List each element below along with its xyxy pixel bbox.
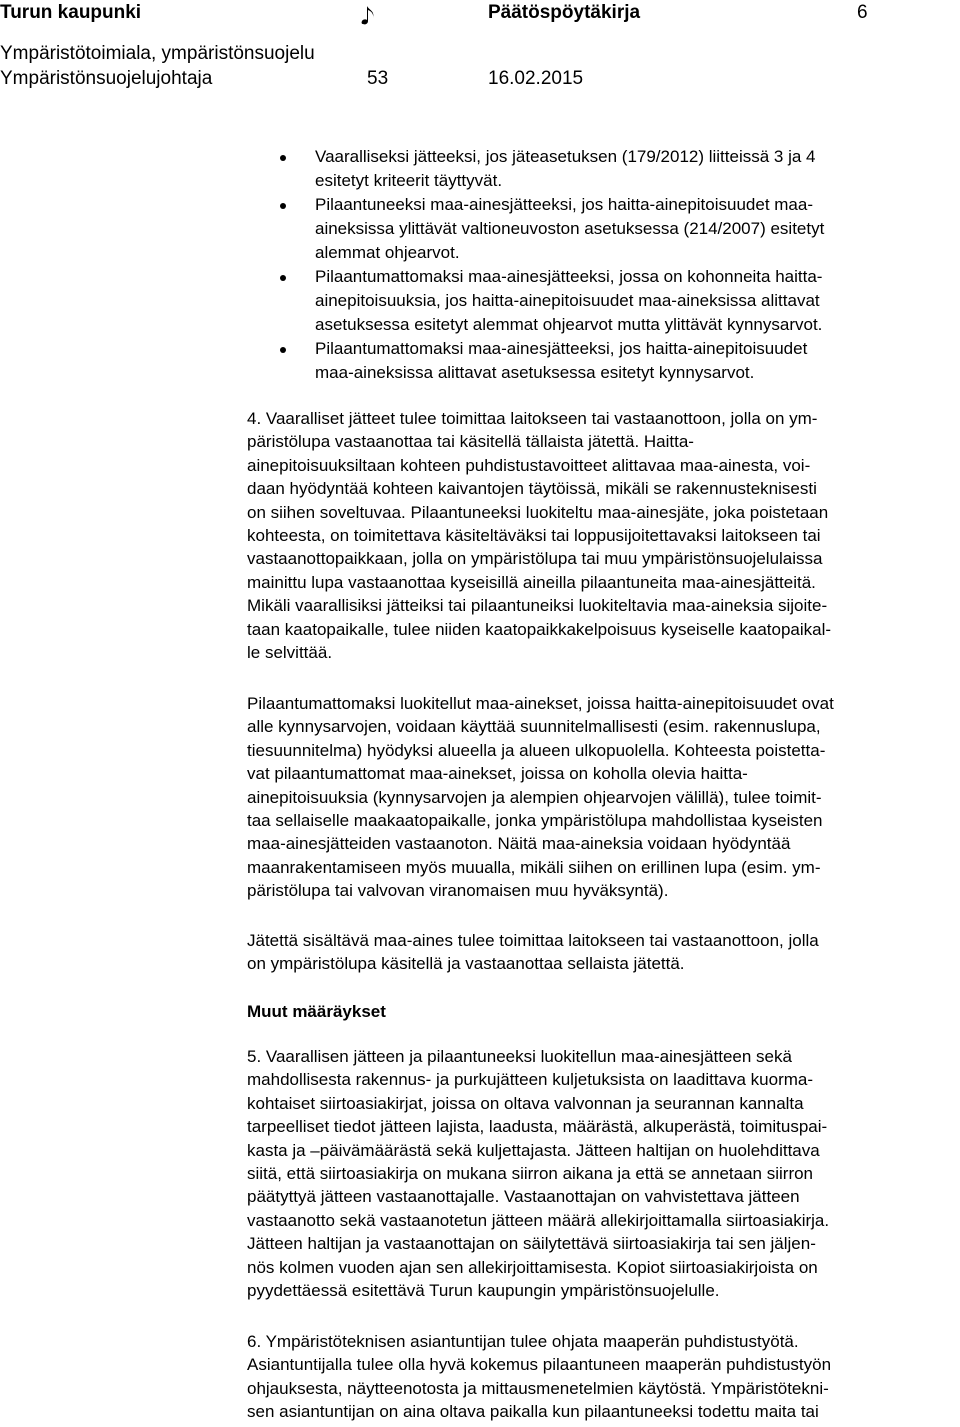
- speaker-icon: [359, 4, 379, 26]
- bullet-icon: [280, 155, 286, 161]
- paragraph-clean-soil: Pilaantumattomaksi luokitellut maa-ainekset, joissa haitta-ainepitoisuudet ovat alle kynnysarvojen, voidaan käyttää suunnitelmallisesti (esim. rakennuslupa, tiesuunnitelma) hyödyksi alueella ja alueen ulkopuolella. Kohteesta poistetta- vat pilaantumattomat maa-ainekset, joissa on koholla olevia haitta- ainepitoisuuksia (kynnysarvojen ja alempien ohjearvojen välillä), tulee toimit- taa sellaiselle maakaatopaikalle, jonka ympäristölupa mahdollistaa kyseisten maa-ainesjätteiden vastaanoton. Näitä maa-aineksia voidaan hyödyntää maanrakentamiseen myös muualla, mikäli siihen on erillinen lupa (esim. ym- päristölupa tai valvovan viranomaisen muu hyväksyntä).: [247, 694, 834, 901]
- bullet-icon: [280, 275, 286, 281]
- page-number: 6: [857, 2, 868, 23]
- city-name: Turun kaupunki: [0, 2, 142, 23]
- section-heading: Muut määräykset: [247, 1002, 386, 1021]
- bullet-icon: [280, 203, 286, 209]
- page-header: [0, 0, 960, 89]
- paragraph-4: 4. Vaaralliset jätteet tulee toimittaa laitokseen tai vastaanottoon, jolla on ym- päristölupa vastaanottaa tai käsitellä tällaista jätettä. Haitta- ainepitoisuuksiltaan kohteen puhdistustavoitteet alittavaa maa-ainesta, voi- daan hyödyntää kohteen kaivantojen täytöissä, mikäli se rakennusteknisesti on siihen soveltuvaa. Pilaantuneeksi luokiteltu maa-ainesjäte, joka poistetaan kohteesta, on toimitettava käsiteltäväksi tai loppusijoitettavaksi laitokseen tai vastaanottopaikkaan, jolla on ympäristölupa tai muu ympäristönsuojelulaissa mainittu lupa vastaanottaa kyseisillä aineilla pilaantuneita maa-ainesjätteitä. Mikäli vaarallisiksi jätteiksi tai pilaantuneiksi luokiteltavia maa-aineksia sijoite- taan kaatopaikalle, tulee niiden kaatopaikkakelpoisuus kyseiselle kaatopaikal- le selvittää.: [247, 409, 832, 663]
- paragraph-5: 5. Vaarallisen jätteen ja pilaantuneeksi luokitellun maa-ainesjätteen sekä mahdollisesta rakennus- ja purkujätteen kuljetuksista on laadittava kuorma- kohtaiset siirtoasiakirjat, joissa on oltava valvonnan ja seurannan kannalta tarpeelliset tiedot jätteen lajista, laadusta, määrästä, alkuperästä, toimituspai- kasta ja –päivämäärästä sekä kuljettajasta. Jätteen haltijan on huolehdittava siitä, että siirtoasiakirja on mukana siirron aikana ja että se annetaan siirron päätyttyä jätteen vastaanottajalle. Vastaanottajan on vahvistettava jätteen vastaanotto sekä vastaanotetun jätteen määrä allekirjoittamalla siirtoasiakirja. Jätteen haltijan ja vastaanottajan on säilytettävä siirtoasiakirja tai sen jäljen- nös kolmen vuoden ajan sen allekirjoittamisesta. Kopiot siirtoasiakirjoista on pyydettäessä esitettävä Turun kaupungin ympäristönsuojelulle.: [247, 1047, 830, 1301]
- section-number: 53: [367, 68, 389, 89]
- department: Ympäristötoimiala, ympäristönsuojelu: [0, 43, 315, 64]
- criteria-list: [280, 145, 960, 385]
- list-item-text: Pilaantuneeksi maa-ainesjätteeksi, jos haitta-ainepitoisuudet maa- aineksissa ylittävät valtioneuvoston asetuksessa (214/2007) esitetyt alemmat ohjearvot.: [315, 195, 825, 262]
- list-item-text: Pilaantumattomaksi maa-ainesjätteeksi, jos haitta-ainepitoisuudet maa-aineksissa alittavat asetuksessa esitetyt kynnysarvot.: [315, 339, 808, 382]
- list-item: [280, 265, 960, 337]
- paragraph-waste-soil: Jätettä sisältävä maa-aines tulee toimittaa laitokseen tai vastaanottoon, jolla on ympäristölupa käsitellä ja vastaanottaa sellaista jätettä.: [247, 931, 819, 974]
- paragraph-6: 6. Ympäristöteknisen asiantuntijan tulee ohjata maaperän puhdistustyötä. Asiantuntijalla tulee olla hyvä kokemus pilaantuneen maaperän puhdistustyön ohjauksesta, näytteenotosta ja mittausmenetelmien käytöstä. Ympäristötekni- sen asiantuntijan on aina oltava paikalla kun pilaantuneeksi todettu maita tai: [247, 1332, 832, 1422]
- document-type: Päätöspöytäkirja: [488, 2, 641, 23]
- meeting-date: 16.02.2015: [488, 68, 584, 89]
- list-item: [280, 193, 960, 265]
- list-item: [280, 337, 960, 385]
- official-title: Ympäristönsuojelujohtaja: [0, 68, 213, 89]
- list-item-text: Vaaralliseksi jätteeksi, jos jäteasetuksen (179/2012) liitteissä 3 ja 4 esitetyt kriteerit täyttyvät.: [315, 147, 816, 190]
- list-item-text: Pilaantumattomaksi maa-ainesjätteeksi, jossa on kohonneita haitta- ainepitoisuuksia, jos haitta-ainepitoisuudet maa-aineksissa alittavat asetuksessa esitetyt alemmat ohjearvot mutta ylittävät kynnysarvot.: [315, 267, 823, 334]
- list-item: [280, 145, 960, 193]
- bullet-icon: [280, 347, 286, 353]
